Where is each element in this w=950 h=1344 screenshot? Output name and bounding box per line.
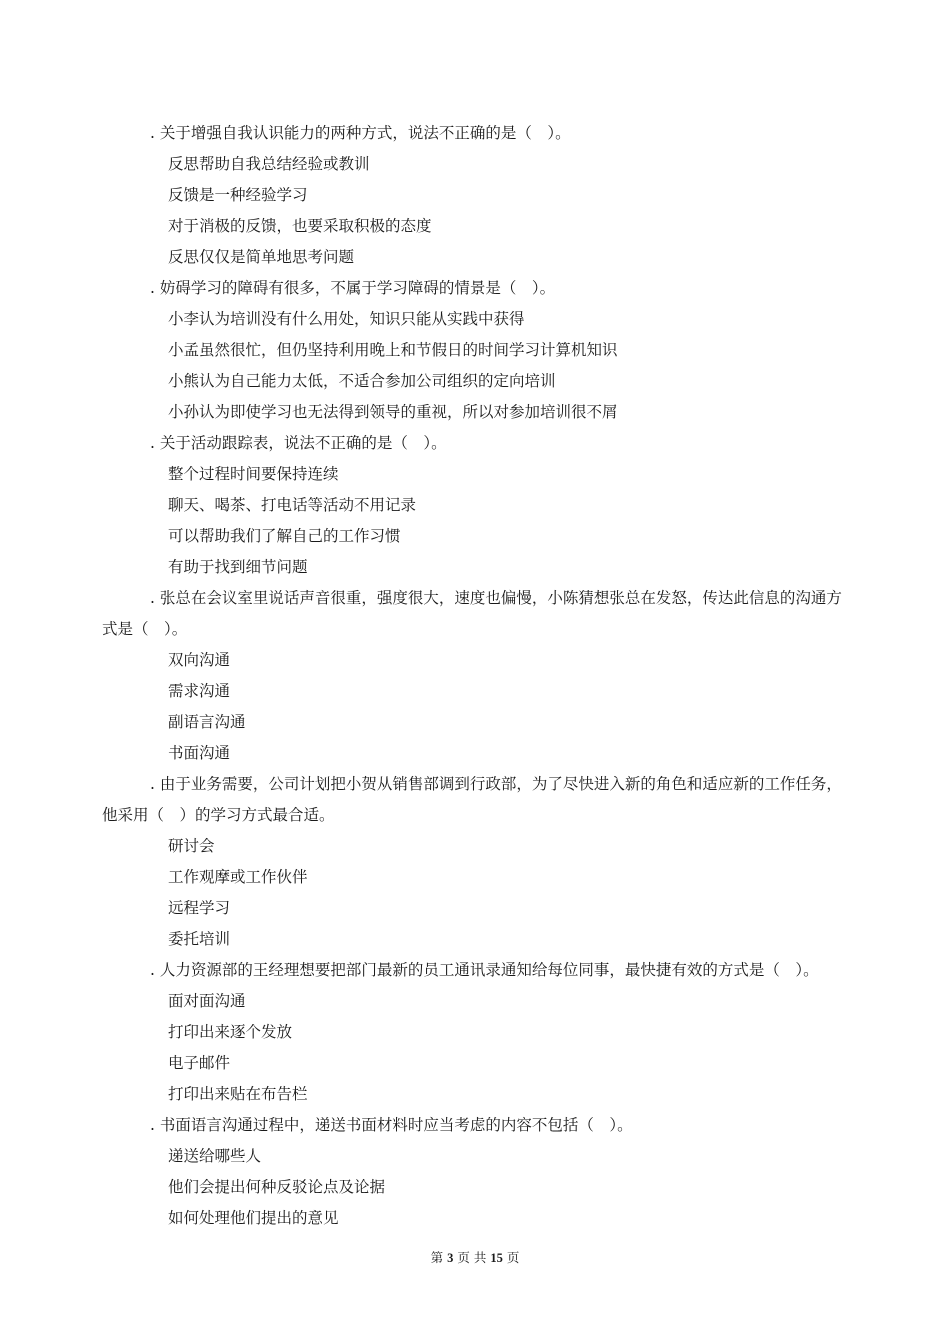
question-block (0, 769, 950, 955)
question-block (0, 273, 950, 428)
answer-option: 打印出来贴在布告栏 (168, 1085, 308, 1103)
answer-option: 可以帮助我们了解自己的工作习惯 (168, 527, 401, 545)
answer-option: 远程学习 (168, 899, 231, 917)
answer-option: 打印出来逐个发放 (168, 1023, 293, 1041)
question-block (0, 428, 950, 583)
answer-option: 研讨会 (168, 837, 215, 855)
question-block (0, 583, 950, 769)
question-stem: . 张总在会议室里说话声音很重，强度很大，速度也偏慢，小陈猜想张总在发怒，传达此信息的沟通方式是（ ）。 (102, 589, 842, 638)
answer-option: 反思帮助自我总结经验或教训 (168, 155, 370, 173)
answer-option: 小孙认为即使学习也无法得到领导的重视，所以对参加培训很不屑 (168, 403, 618, 421)
answer-option: 小孟虽然很忙，但仍坚持利用晚上和节假日的时间学习计算机知识 (168, 341, 618, 359)
footer-middle: 页 共 (457, 1250, 487, 1265)
answer-option: 委托培训 (168, 930, 231, 948)
answer-option: 电子邮件 (168, 1054, 231, 1072)
question-stem: . 关于活动跟踪表，说法不正确的是（ ）。 (150, 434, 447, 452)
question-stem: . 人力资源部的王经理想要把部门最新的员工通讯录通知给每位同事，最快捷有效的方式是（ ）。 (150, 961, 819, 979)
answer-option: 书面沟通 (168, 744, 231, 762)
footer-suffix: 页 (506, 1250, 520, 1265)
question-stem: . 由于业务需要，公司计划把小贺从销售部调到行政部，为了尽快进入新的角色和适应新的工作任务，他采用（ ）的学习方式最合适。 (102, 775, 842, 824)
question-stem: . 妨碍学习的障碍有很多，不属于学习障碍的情景是（ ）。 (150, 279, 556, 297)
answer-option: 他们会提出何种反驳论点及论据 (168, 1178, 386, 1196)
answer-option: 小李认为培训没有什么用处，知识只能从实践中获得 (168, 310, 525, 328)
answer-option: 聊天、喝茶、打电话等活动不用记录 (168, 496, 417, 514)
answer-option: 有助于找到细节问题 (168, 558, 308, 576)
answer-option: 递送给哪些人 (168, 1147, 262, 1165)
answer-option: 反思仅仅是简单地思考问题 (168, 248, 355, 266)
footer-page-number: 3 (447, 1251, 454, 1265)
question-stem: . 关于增强自我认识能力的两种方式，说法不正确的是（ ）。 (150, 124, 571, 142)
answer-option: 小熊认为自己能力太低，不适合参加公司组织的定向培训 (168, 372, 556, 390)
answer-option: 反馈是一种经验学习 (168, 186, 308, 204)
answer-option: 面对面沟通 (168, 992, 246, 1010)
question-block (0, 955, 950, 1110)
page-footer (0, 1248, 950, 1268)
answer-option: 整个过程时间要保持连续 (168, 465, 339, 483)
question-block (0, 1110, 950, 1234)
answer-option: 双向沟通 (168, 651, 231, 669)
answer-option: 如何处理他们提出的意见 (168, 1209, 339, 1227)
answer-option: 需求沟通 (168, 682, 231, 700)
footer-prefix: 第 (430, 1250, 444, 1265)
question-stem: . 书面语言沟通过程中，递送书面材料时应当考虑的内容不包括（ ）。 (150, 1116, 633, 1134)
question-block (0, 118, 950, 273)
document-body (0, 118, 950, 1234)
footer-total-pages: 15 (490, 1251, 503, 1265)
answer-option: 对于消极的反馈，也要采取积极的态度 (168, 217, 432, 235)
answer-option: 副语言沟通 (168, 713, 246, 731)
answer-option: 工作观摩或工作伙伴 (168, 868, 308, 886)
